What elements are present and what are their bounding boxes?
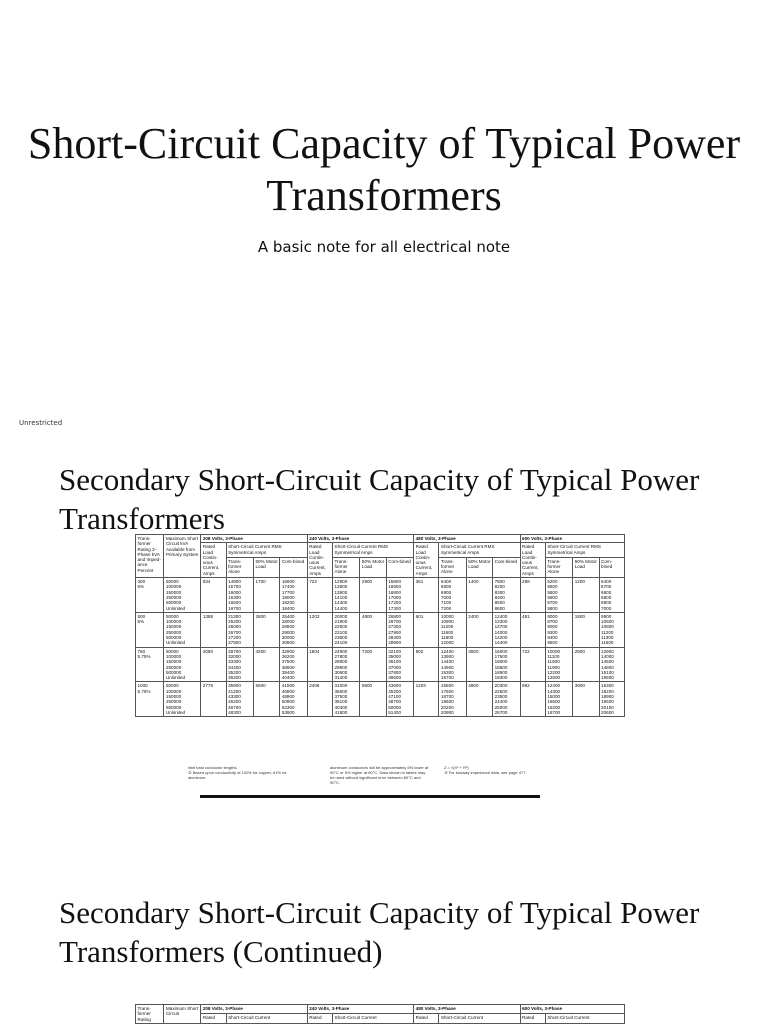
cell-v208-transformer-alone: 28700 32000 33300 34400 35200 36200: [226, 647, 253, 682]
cell-v480-rated-load: 601: [414, 612, 439, 647]
cell-v480-rated-load: 361: [414, 578, 439, 613]
group-header-208v: 208 Volts, 3-Phase: [201, 535, 307, 543]
cell-v600-combined: 9900 10600 10800 11200 11300 11500: [599, 612, 624, 647]
cell-v208-rated-load: 834: [201, 578, 226, 613]
sc-current-header: Short-Circuit Current RMS Symmetrical Amps: [226, 543, 307, 558]
cell-max-kva: 50000 100000 150000 250000 500000 Unlimited: [164, 682, 201, 717]
cell-v208-motor-load: 2800: [253, 612, 279, 647]
cell-transformer-rating: 1000 5.75%: [136, 682, 164, 717]
cell-v208-transformer-alone: 35900 41200 43300 45200 46700 48300: [226, 682, 253, 717]
cell-v480-transformer-alone: 12400 13900 14400 14900 15300 15700: [439, 647, 466, 682]
sc-header: Short-Circuit Current: [226, 1014, 307, 1023]
cell-v600-transformer-alone: 8000 8700 9000 9300 9400 9600: [545, 612, 572, 647]
cell-v208-combined: 41500 46800 48900 50800 52300 53900: [280, 682, 307, 717]
cell-v600-combined: 6400 6700 6800 6800 6900 7000: [599, 578, 624, 613]
rated-header: Rated: [307, 1014, 332, 1023]
cell-v208-combined: 16600 17400 17700 18000 18200 18400: [280, 578, 307, 613]
cell-v240-transformer-alone: 12900 13600 13900 14100 14300 14400: [333, 578, 360, 613]
sub-header-combined: Com-bined: [386, 557, 413, 577]
rated-load-header: Rated Load Contin-uous Current, Amps: [201, 543, 226, 578]
sc-current-header: Short-Circuit Current RMS Symmetrical Amps: [545, 543, 624, 558]
group-header-208v: 208 Volts, 3-Phase: [201, 1005, 307, 1014]
group-header-600v: 600 Volts, 3-Phase: [520, 535, 624, 543]
cell-v480-transformer-alone: 10000 10900 11200 11600 11800 12000: [439, 612, 466, 647]
cell-v240-rated-load: 722: [307, 578, 332, 613]
sub-header-motor: 50% Motor Load: [253, 557, 279, 577]
page-subtitle: A basic note for all electrical note: [257, 238, 511, 256]
cell-v600-motor-load: 1800: [573, 612, 599, 647]
table-row: [136, 612, 625, 647]
cell-v240-transformer-alone: 20000 21900 22500 23100 23600 24100: [333, 612, 360, 647]
sub-header-motor: 50% Motor Load: [466, 557, 492, 577]
short-circuit-table-body: [136, 578, 625, 717]
table-row: [136, 647, 625, 682]
cell-transformer-rating: 750 5.75%: [136, 647, 164, 682]
sc-header: Short-Circuit Current: [439, 1014, 520, 1023]
section-title-1: Secondary Short-Circuit Capacity of Typical Power Transformers: [59, 462, 700, 536]
rated-load-header: Rated Load Contin-uous Current, Amps: [414, 543, 439, 578]
col-header-kva: Trans-former Rating: [136, 1005, 164, 1024]
cell-v480-combined: 12400 13300 13700 14000 14200 14400: [493, 612, 520, 647]
sub-header-transformer: Trans-former Alone: [545, 557, 572, 577]
cell-v600-motor-load: 2900: [573, 647, 599, 682]
cell-v480-transformer-alone: 15500 17800 18700 19600 20200 20900: [439, 682, 466, 717]
group-header-480v: 480 Volts, 3-Phase: [414, 535, 520, 543]
cell-v600-combined: 12900 14000 14500 14800 15100 15500: [599, 647, 624, 682]
cell-v240-motor-load: 4800: [360, 612, 386, 647]
cell-v600-rated-load: 722: [520, 647, 545, 682]
sc-header: Short-Circuit Current: [545, 1014, 624, 1023]
section-title-2: Secondary Short-Circuit Capacity of Typical Power Transformers (Continued): [59, 895, 700, 969]
cell-v208-combined: 25400 28000 28800 29000 30000 30600: [280, 612, 307, 647]
cell-v240-combined: 43600 45200 47100 48700 50000 51400: [386, 682, 413, 717]
cell-v208-transformer-alone: 14900 15700 16000 16300 16500 16700: [226, 578, 253, 613]
cell-v208-motor-load: 4200: [253, 647, 279, 682]
footnote-3: Z = √(X² + R²) ③ For busway impedance data, see page 477.: [444, 765, 527, 775]
page-title: Short-Circuit Capacity of Typical Power Transformers: [27, 119, 741, 220]
cell-v600-transformer-alone: 12400 14300 15000 15600 16200 16700: [545, 682, 572, 717]
horizontal-rule: [200, 795, 540, 798]
rated-header: Rated: [520, 1014, 545, 1023]
sub-header-transformer: Trans-former Alone: [333, 557, 360, 577]
cell-v240-transformer-alone: 24900 27800 28900 29800 30600 31400: [333, 647, 360, 682]
cell-v480-combined: 20300 22600 23500 24400 25000 25700: [493, 682, 520, 717]
classification-label: Unrestricted: [19, 419, 63, 427]
short-circuit-table-grid: [135, 534, 625, 717]
table-row: [136, 682, 625, 717]
cell-v208-rated-load: 2080: [201, 647, 226, 682]
col-header-max-kva: Maximum Short Circuit: [164, 1005, 201, 1024]
cell-v208-rated-load: 2776: [201, 682, 226, 717]
group-header-240v: 240 Volts, 3-Phase: [307, 535, 413, 543]
sub-header-transformer: Trans-former Alone: [439, 557, 466, 577]
cell-v208-motor-load: 1700: [253, 578, 279, 613]
footnote-1: limit total conductor lengths. ② Based upon conductivity of 100% for copper, 61% for aluminum.: [188, 765, 287, 780]
group-header-600v: 600 Volts, 3-Phase: [520, 1005, 624, 1014]
sub-header-motor: 50% Motor Load: [573, 557, 599, 577]
cell-v240-rated-load: 1203: [307, 612, 332, 647]
group-header-480v: 480 Volts, 3-Phase: [414, 1005, 520, 1014]
cell-v480-motor-load: 2400: [466, 612, 492, 647]
sc-header: Short-Circuit Current: [333, 1014, 414, 1023]
short-circuit-table: [135, 534, 625, 717]
cell-v240-motor-load: 9600: [360, 682, 386, 717]
cell-v480-motor-load: 3600: [466, 647, 492, 682]
rated-load-header: Rated Load Contin-uous Current, Amps: [307, 543, 332, 578]
cell-v480-combined: 7800 8200 8300 8400 8500 8600: [493, 578, 520, 613]
table-row: [136, 578, 625, 613]
cell-v208-rated-load: 1388: [201, 612, 226, 647]
cell-v240-transformer-alone: 31000 35600 37500 39100 40400 41800: [333, 682, 360, 717]
cell-max-kva: 50000 100000 150000 250000 500000 Unlimited: [164, 647, 201, 682]
cell-v600-combined: 16300 18200 18900 19500 20100 20600: [599, 682, 624, 717]
cell-v480-combined: 16000 17500 18000 18500 18900 19300: [493, 647, 520, 682]
cell-v600-transformer-alone: 10000 11100 11600 11900 12200 12600: [545, 647, 572, 682]
cell-max-kva: 50000 100000 150000 250000 500000 Unlimited: [164, 578, 201, 613]
cell-v600-rated-load: 289: [520, 578, 545, 613]
sc-current-header: Short-Circuit Current RMS Symmetrical Amps: [439, 543, 520, 558]
cell-v240-combined: 26800 29700 27300 27900 28400 28900: [386, 612, 413, 647]
title-block: [0, 118, 768, 256]
cell-v600-transformer-alone: 5200 5500 5600 5600 5700 5800: [545, 578, 572, 613]
sub-header-transformer: Trans-former Alone: [226, 557, 253, 577]
rated-header: Rated: [414, 1014, 439, 1023]
group-header-240v: 240 Volts, 3-Phase: [307, 1005, 413, 1014]
cell-v240-motor-load: 2900: [360, 578, 386, 613]
cell-v240-combined: 15800 16500 16800 17000 17200 17300: [386, 578, 413, 613]
cell-transformer-rating: 300 5%: [136, 578, 164, 613]
footnote-2: aluminum conductors will be approximately 5% lower at 90°C or 5% higher at 60°C. Data shown in tables may be used without significant error between 60°C and 90°C.: [330, 765, 429, 785]
cell-v208-combined: 32900 36200 37500 38600 39400 40400: [280, 647, 307, 682]
cell-max-kva: 50000 100000 150000 250000 500000 Unlimited: [164, 612, 201, 647]
cell-v600-motor-load: 3900: [573, 682, 599, 717]
cell-v600-rated-load: 481: [520, 612, 545, 647]
sub-header-motor: 50% Motor Load: [360, 557, 386, 577]
cell-v480-rated-load: 1203: [414, 682, 439, 717]
cell-v240-motor-load: 7200: [360, 647, 386, 682]
cell-transformer-rating: 500 5%: [136, 612, 164, 647]
sub-header-combined: Com-bined: [599, 557, 624, 577]
cell-v600-rated-load: 962: [520, 682, 545, 717]
short-circuit-table-continued-grid: [135, 1004, 625, 1024]
cell-v240-rated-load: 1804: [307, 647, 332, 682]
cell-v480-transformer-alone: 6400 6800 6900 7000 7100 7200: [439, 578, 466, 613]
cell-v208-motor-load: 5600: [253, 682, 279, 717]
short-circuit-table-continued: [135, 1004, 625, 1024]
col-header-max-kva: Maximum Short Circuit kVA Available from Primary System: [164, 535, 201, 578]
sub-header-combined: Com-bined: [280, 557, 307, 577]
rated-load-header: Rated Load Contin-uous Current, Amps: [520, 543, 545, 578]
cell-v480-motor-load: 1400: [466, 578, 492, 613]
cell-v208-transformer-alone: 21300 25200 26000 26700 27200 27800: [226, 612, 253, 647]
cell-v600-motor-load: 1200: [573, 578, 599, 613]
rated-header: Rated: [201, 1014, 226, 1023]
cell-v240-rated-load: 2406: [307, 682, 332, 717]
cell-v480-motor-load: 4800: [466, 682, 492, 717]
col-header-kva: Trans-former Rating 3-Phase kVA and Imped-ance Percent: [136, 535, 164, 578]
sub-header-combined: Com-bined: [493, 557, 520, 577]
cell-v480-rated-load: 902: [414, 647, 439, 682]
cell-v240-combined: 32100 35000 36100 37000 37800 38600: [386, 647, 413, 682]
sc-current-header: Short-Circuit Current RMS Symmetrical Amps: [333, 543, 414, 558]
